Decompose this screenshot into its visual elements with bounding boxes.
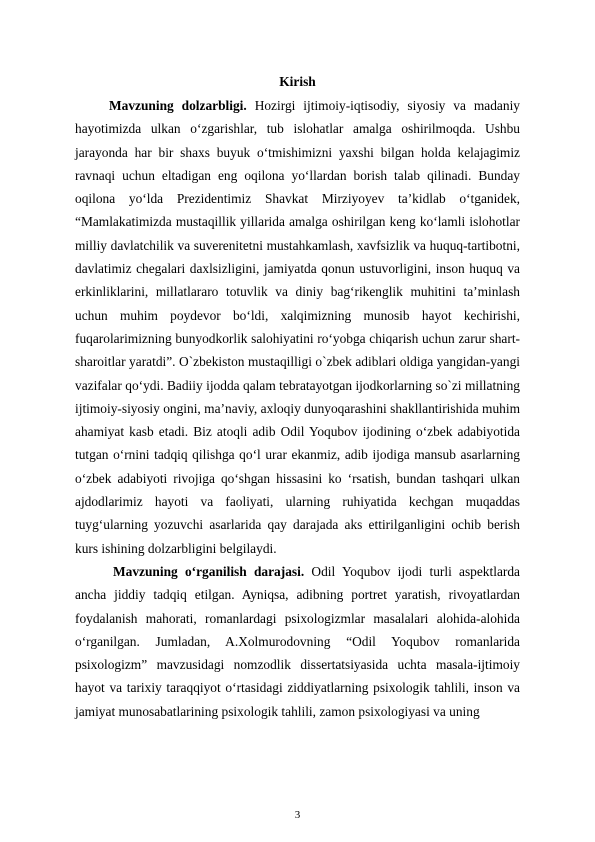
- paragraph-text-study-level: Odil Yoqubov ijodi turli aspektlarda ancha jiddiy tadqiq etilgan. Ayniqsa, adibning portret yaratish, rivoyatlardan foydalanish mahorati, romanlardagi psixologizmlar masalalari alohida-alohida o‘rganilgan. Jumladan, A.Xolmurodovning “Odil Yoqubov romanlarida psixologizm” mavzusidagi nomzodlik dissertatsiyasida uchta masala-ijtimoiy hayot va tarixiy taraqqiyot o‘rtasidagi ziddiyatlarning psixologik tahlili, inson va jamiyat munosabatlarining psixologik tahlili, zamon psixologiyasi va uning: [75, 563, 520, 719]
- paragraph-lead-relevance: Mavzuning dolzarbligi.: [109, 98, 247, 113]
- section-title: Kirish: [279, 74, 316, 89]
- paragraph-text-relevance: Hozirgi ijtimoiy-iqtisodiy, siyosiy va madaniy hayotimizda ulkan o‘zgarishlar, tub islohatlar amalga oshirilmoqda. Ushbu jarayonda har bir shaxs buyuk o‘tmishimizni yaxshi bilgan holda kelajagimiz ravnaqi uchun eltadigan eng oqilona yo‘llardan borish talab qilinadi. Bunday oqilona yo‘lda Prezidentimiz Shavkat Mirziyoyev ta’kidlab o‘tganidek, “Mamlakatimizda mustaqillik yillarida amalga oshirilgan keng ko‘lamli islohotlar milliy davlatchilik va suverenitetni mustahkamlash, xavfsizlik va huquq-tartibotni, davlatimiz chegalari daxlsizligini, jamiyatda qonun ustuvorligini, inson huquq va erkinliklarini, millatlararo totuvlik va diniy bag‘rikenglik muhitini ta’minlash uchun muhim poydevor bo‘ldi, xalqimizning munosib hayot kechirishi, fuqarolarimizning bunyodkorlik salohiyatini ro‘yobga chiqarish uchun zarur shart-sharoitlar yaratdi”. O`zbekiston mustaqilligi o`zbek adiblari oldiga yangidan-yangi vazifalar qo‘ydi. Badiiy ijodda qalam tebratayotgan ijodkorlarning so`zi millatning ijtimoiy-siyosiy ongini, ma’naviy, axloqiy dunyoqarashini shakllantirishida muhim ahamiyat kasb etadi. Biz atoqli adib Odil Yoqubov ijodining o‘zbek adabiyotida tutgan o‘rnini tadqiq qilishga qo‘l urar ekanmiz, adib ijodiga mansub asarlarning o‘zbek adabiyoti rivojiga qo‘shgan hissasini ko ‘rsatish, bundan tashqari ulkan ajdodlarimiz hayoti va faoliyati, ularning ruhiyatida kechgan muqaddas tuyg‘ularning yozuvchi asarlarida qay darajada aks ettirilganligini ochib berish kurs ishining dolzarbligini belgilaydi.: [75, 98, 520, 556]
- page-number: 3: [294, 809, 301, 821]
- paragraph-relevance: [75, 94, 520, 560]
- paragraph-lead-study-level: Mavzuning o‘rganilish darajasi.: [113, 563, 305, 579]
- paragraph-study-level: [75, 560, 520, 723]
- body-text: [75, 94, 520, 723]
